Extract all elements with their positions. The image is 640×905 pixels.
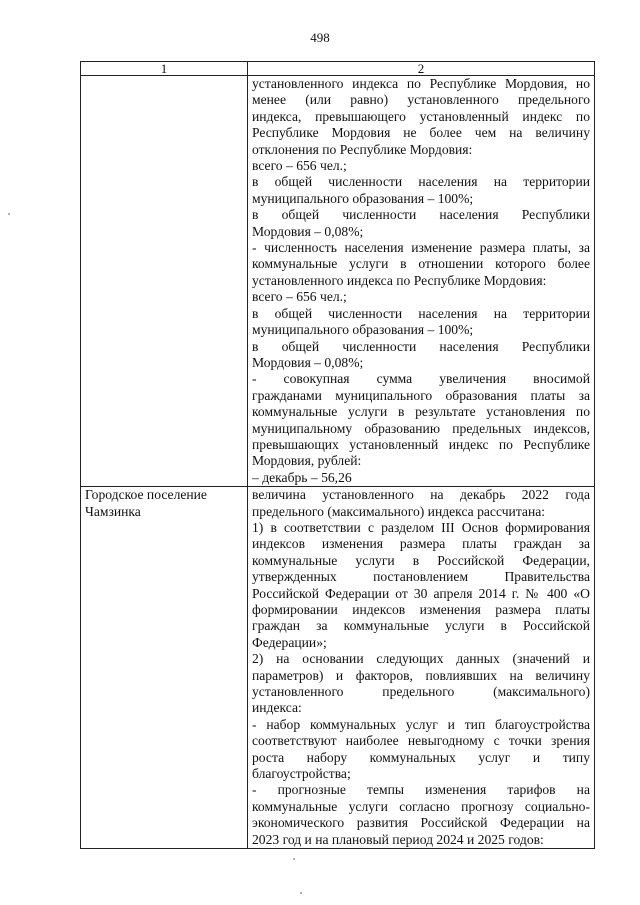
text-line: в общей численности населения Республики	[252, 338, 590, 354]
page-number: 498	[310, 30, 330, 45]
text-line: муниципальному образованию предельных индексов,	[252, 420, 590, 436]
text-line: в общей численности населения на территории	[252, 305, 590, 321]
text-line: гражданами муниципального образования платы за	[252, 387, 590, 403]
text-line: индекса:	[252, 700, 302, 716]
text-line: отклонения по Республике Мордовия:	[252, 141, 473, 157]
text-line: утвержденных постановлением Правительства	[252, 569, 590, 585]
row-2-col-1	[81, 487, 248, 849]
scan-speck	[300, 892, 302, 894]
text-line: Мордовия, рублей:	[252, 453, 362, 469]
text-line: параметров) и факторов, повлиявших на величину	[252, 667, 590, 683]
text-line: коммунальные услуги в результате установления по	[252, 404, 590, 420]
column-header-1: 1	[81, 62, 248, 76]
text-line: в общей численности населения на территории	[252, 174, 590, 190]
scan-speck	[293, 858, 295, 860]
document-table	[80, 61, 595, 849]
text-line: индекса, превышающего установленный индекс по	[252, 108, 590, 124]
text-line: всего – 656 чел.;	[252, 158, 347, 174]
text-line: превышающих установленный индекс по Республике	[252, 436, 590, 452]
text-line: экономического развития Российской Федерации на	[252, 815, 590, 831]
text-line: роста набору коммунальных услуг и типу	[252, 749, 590, 765]
text-line: Мордовия – 0,08%;	[252, 223, 364, 239]
text-line: 2023 год и на плановый период 2024 и 2025 годов:	[252, 831, 544, 847]
table-row	[81, 76, 595, 487]
text-line: благоустройства;	[252, 766, 351, 782]
text-line: предельного (максимального) индекса рассчитана:	[252, 503, 546, 519]
text-line: индексов изменения размера платы граждан за	[252, 536, 590, 552]
text-line: Российской Федерации от 30 апреля 2014 г. № 400 «О	[252, 585, 590, 601]
text-line: - численность населения изменение размера платы, за	[252, 240, 590, 256]
table-row	[81, 487, 595, 849]
text-line: формировании индексов изменения размера платы	[252, 602, 590, 617]
text-line: коммунальные услуги согласно прогнозу социально-	[252, 798, 590, 814]
row-1-col-2	[248, 76, 595, 487]
text-line: 1) в соответствии с разделом III Основ формирования	[252, 519, 590, 535]
text-line: коммунальные услуги в отношении которого более	[252, 256, 590, 272]
text-line: в общей численности населения Республики	[252, 207, 590, 223]
scan-speck	[8, 213, 10, 215]
text-line: – декабрь – 56,26	[252, 469, 352, 485]
text-line: 2) на основании следующих данных (значений и	[252, 651, 590, 667]
text-line: - прогнозные темпы изменения тарифов на	[252, 782, 590, 798]
text-line: - набор коммунальных услуг и тип благоустройства	[252, 716, 590, 732]
table-header-row	[81, 62, 595, 76]
text-line: менее (или равно) установленного предельного	[252, 92, 590, 108]
text-line: Федерации»;	[252, 634, 327, 650]
text-line: коммунальные услуги в Российской Федерации,	[252, 552, 590, 568]
text-line: муниципального образования – 100%;	[252, 190, 474, 206]
text-line: - совокупная сумма увеличения вносимой	[252, 371, 590, 387]
text-line: Мордовия – 0,08%;	[252, 354, 364, 370]
text-line: муниципального образования – 100%;	[252, 322, 474, 338]
text-line: установленного индекса по Республике Мордовия:	[252, 272, 547, 288]
text-line: установленного предельного (максимального)	[252, 684, 590, 700]
row-1-col-1	[81, 76, 248, 487]
text-line: граждан за коммунальные услуги в Российской	[252, 618, 590, 634]
text-line: установленного индекса по Республике Мордовия, но	[252, 76, 590, 91]
text-line: Городское поселение	[85, 487, 207, 503]
text-line: всего – 656 чел.;	[252, 289, 347, 305]
text-line: соответствуют наиболее невыгодному с точки зрения	[252, 733, 590, 749]
text-line: Чамзинка	[85, 503, 141, 519]
row-2-col-2	[248, 487, 595, 849]
text-line: Республике Мордовия не более чем на величину	[252, 125, 590, 141]
column-header-2: 2	[248, 62, 595, 76]
text-line: величина установленного на декабрь 2022 года	[252, 487, 590, 503]
